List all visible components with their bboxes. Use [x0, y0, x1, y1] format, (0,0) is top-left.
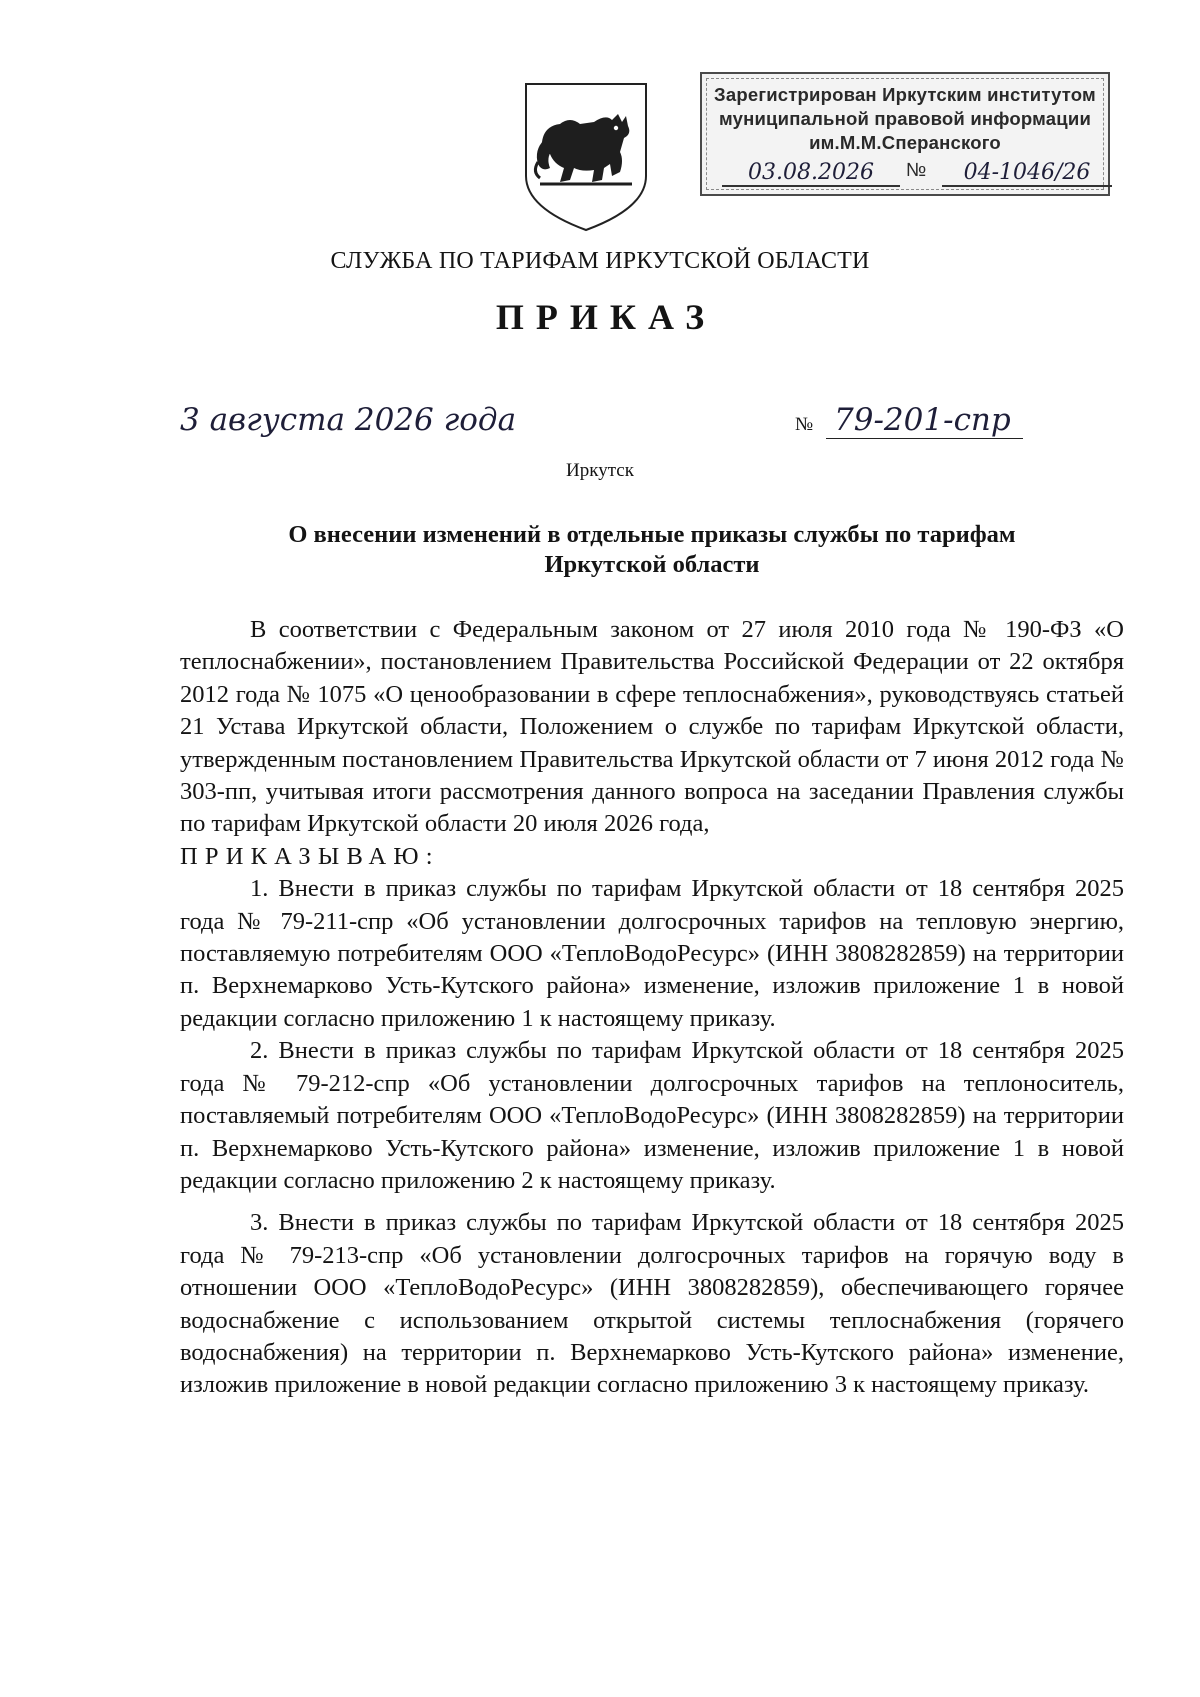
order-body: [180, 614, 1124, 1402]
order-item-2: 2. Внести в приказ службы по тарифам Иркутской области от 18 сентября 2025 года № 79-212-спр «Об установлении долгосрочных тарифов на теплоноситель, поставляемый потребителям ООО «ТеплоВодоРесурс» (ИНН 3808282859) на территории п. Верхнемарково Усть-Кутского района» изменение, изложив приложение 1 в новой редакции согласно приложению 2 к настоящему приказу.: [180, 1037, 1124, 1194]
document-title: ПРИКАЗ: [495, 297, 717, 337]
stamp-number-label: №: [906, 160, 927, 181]
stamp-line-3: им.М.М.Сперанского: [809, 132, 1001, 153]
preamble-paragraph: В соответствии с Федеральным законом от 27 июля 2010 года № 190-ФЗ «О теплоснабжении», постановлением Правительства Российской Федерации от 22 октября 2012 года № 1075 «О ценообразовании в сфере теплоснабжения», руководствуясь статьей 21 Устава Иркутской области, Положением о службе по тарифам Иркутской области, утвержденным постановлением Правительства Иркутской области от 7 июня 2012 года № 303-пп, учитывая итоги рассмотрения данного вопроса на заседании Правления службы по тарифам Иркутской области 20 июля 2026 года,: [180, 616, 1124, 838]
order-word: ПРИКАЗЫВАЮ:: [180, 842, 440, 870]
order-number: 79-201-спр: [826, 402, 1023, 439]
order-heading: [180, 520, 1124, 580]
order-item-3: 3. Внести в приказ службы по тарифам Иркутской области от 18 сентября 2025 года № 79-213-спр «Об установлении долгосрочных тарифов на горячую воду в отношении ООО «ТеплоВодоРесурс» (ИНН 3808282859), обеспечивающего горячее водоснабжение с использованием открытой системы теплоснабжения (горячего водоснабжения) на территории п. Верхнемарково Усть-Кутского района» изменение, изложив приложение в новой редакции согласно приложению 3 к настоящему приказу.: [180, 1209, 1124, 1399]
stamp-registration-date: 03.08.2026: [722, 160, 900, 187]
stamp-line-2: муниципальной правовой информации: [718, 108, 1092, 129]
heading-line-2: Иркутской области: [544, 551, 760, 578]
order-item-1: 1. Внести в приказ службы по тарифам Иркутской области от 18 сентября 2025 года № 79-211-спр «Об установлении долгосрочных тарифов на тепловую энергию, поставляемую потребителям ООО «ТеплоВодоРесурс» (ИНН 3808282859) на территории п. Верхнемарково Усть-Кутского района» изменение, изложив приложение 1 в новой редакции согласно приложению 1 к настоящему приказу.: [180, 875, 1124, 1032]
order-date: 3 августа 2026 года: [180, 402, 517, 438]
order-number-label: №: [795, 414, 814, 435]
stamp-line-1: Зарегистрирован Иркутским институтом: [714, 84, 1096, 105]
heading-line-1: О внесении изменений в отдельные приказы службы по тарифам: [288, 521, 1016, 548]
coat-of-arms-icon: [520, 80, 652, 232]
stamp-registration-number: 04-1046/26: [942, 160, 1112, 187]
stamp-registration-row: [716, 158, 1098, 190]
agency-name: СЛУЖБА ПО ТАРИФАМ ИРКУТСКОЙ ОБЛАСТИ: [330, 248, 870, 274]
city-name: Иркутск: [566, 460, 634, 481]
registration-stamp: [700, 72, 1110, 196]
